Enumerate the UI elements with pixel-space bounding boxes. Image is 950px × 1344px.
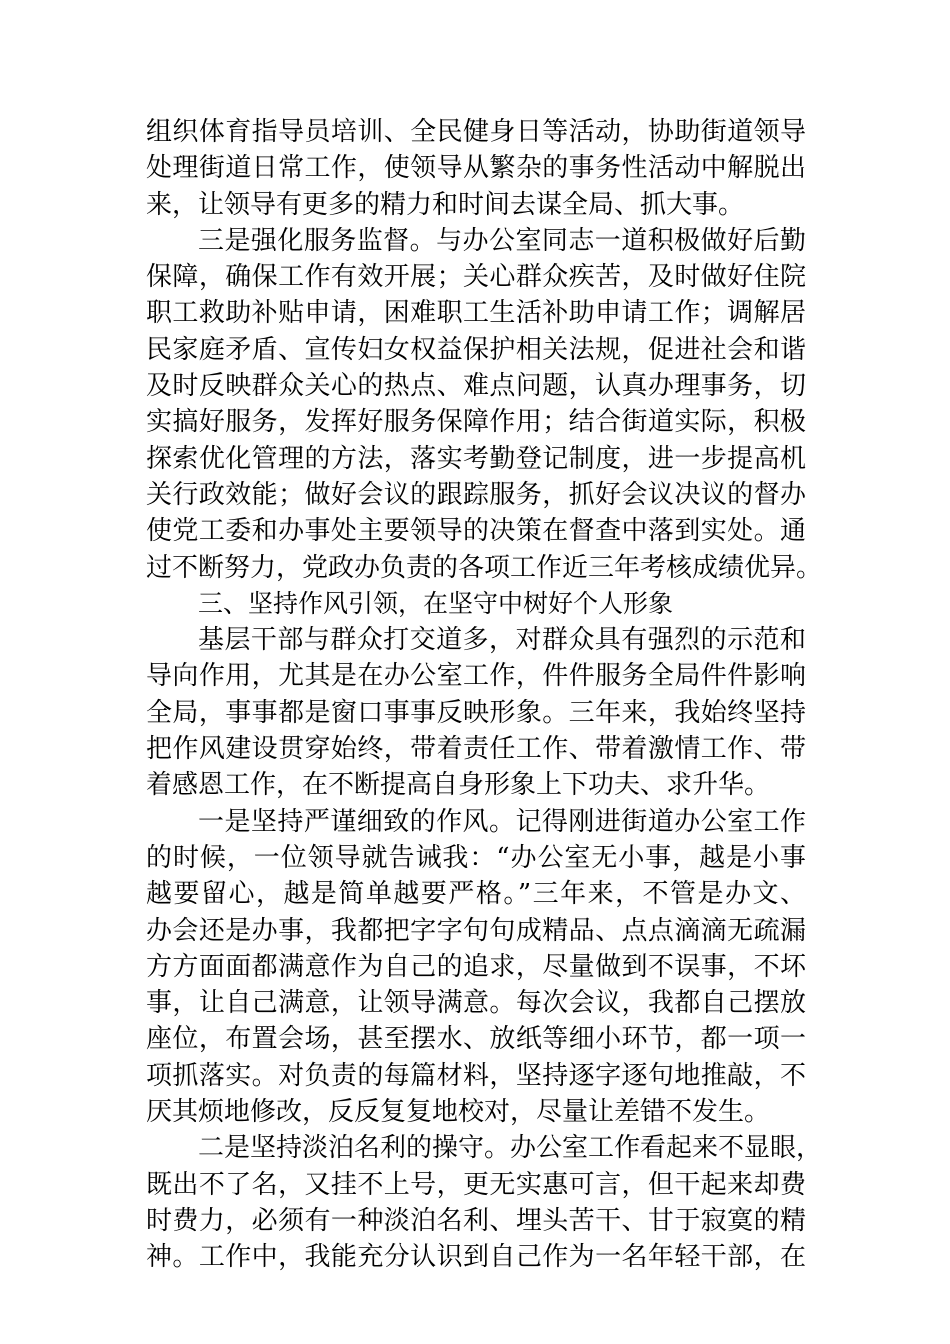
body-text-line: 三是强化服务监督。与办公室同志一道积极做好后勤 [198, 225, 806, 256]
body-text-line: 探索优化管理的方法，落实考勤登记制度，进一步提高机 [146, 443, 806, 474]
body-text-line: 基层干部与群众打交道多，对群众具有强烈的示范和 [198, 625, 806, 656]
body-text-line: 关行政效能；做好会议的跟踪服务，抓好会议决议的督办 [146, 479, 806, 510]
body-text-line: 着感恩工作，在不断提高自身形象上下功夫、求升华。 [146, 770, 771, 801]
body-text-line: 民家庭矛盾、宣传妇女权益保护相关法规，促进社会和谐 [146, 334, 806, 365]
body-text-line: 项抓落实。对负责的每篇材料，坚持逐字逐句地推敲，不 [146, 1060, 806, 1091]
body-text-line: 导向作用，尤其是在办公室工作，件件服务全局件件影响 [146, 661, 806, 692]
body-text-line: 方方面面都满意作为自己的追求，尽量做到不误事，不坏 [146, 951, 806, 982]
body-text-line: 的时候，一位领导就告诫我：“办公室无小事，越是小事 [146, 842, 806, 873]
body-text-line: 保障，确保工作有效开展；关心群众疾苦，及时做好住院 [146, 262, 806, 293]
body-text-line: 一是坚持严谨细致的作风。记得刚进街道办公室工作 [198, 806, 806, 837]
section-heading: 三、坚持作风引领，在坚守中树好个人形象 [198, 588, 674, 618]
body-text-line: 过不断努力，党政办负责的各项工作近三年考核成绩优异。 [146, 552, 823, 583]
body-text-line: 时费力，必须有一种淡泊名利、埋头苦干、甘于寂寞的精 [146, 1205, 806, 1236]
body-text-line: 厌其烦地修改，反反复复地校对，尽量让差错不发生。 [146, 1097, 771, 1128]
body-text-line: 办会还是办事，我都把字字句句成精品、点点滴滴无疏漏 [146, 915, 806, 946]
body-text-line: 二是坚持淡泊名利的操守。办公室工作看起来不显眼， [198, 1133, 823, 1164]
body-text-line: 处理街道日常工作，使领导从繁杂的事务性活动中解脱出 [146, 153, 806, 184]
body-text-line: 使党工委和办事处主要领导的决策在督查中落到实处。通 [146, 516, 806, 547]
body-text-line: 及时反映群众关心的热点、难点问题，认真办理事务，切 [146, 371, 806, 402]
document-page [146, 114, 823, 1276]
body-text-line: 事，让自己满意，让领导满意。每次会议，我都自己摆放 [146, 988, 806, 1019]
body-text-line: 座位，布置会场，甚至摆水、放纸等细小环节，都一项一 [146, 1024, 806, 1055]
body-text-line: 把作风建设贯穿始终，带着责任工作、带着激情工作、带 [146, 734, 806, 765]
body-text-line: 来，让领导有更多的精力和时间去谋全局、抓大事。 [146, 189, 745, 220]
body-text-line: 组织体育指导员培训、全民健身日等活动，协助街道领导 [146, 117, 806, 147]
body-text-line: 既出不了名，又挂不上号，更无实惠可言，但干起来却费 [146, 1169, 806, 1200]
body-text-line: 实搞好服务，发挥好服务保障作用；结合街道实际，积极 [146, 407, 806, 438]
body-text-line: 越要留心，越是简单越要严格。”三年来，不管是办文、 [146, 879, 806, 910]
body-text-line: 全局，事事都是窗口事事反映形象。三年来，我始终坚持 [146, 697, 806, 728]
body-text-line: 职工救助补贴申请，困难职工生活补助申请工作；调解居 [146, 298, 806, 329]
body-text-line: 神。工作中，我能充分认识到自己作为一名年轻干部，在 [146, 1242, 806, 1273]
